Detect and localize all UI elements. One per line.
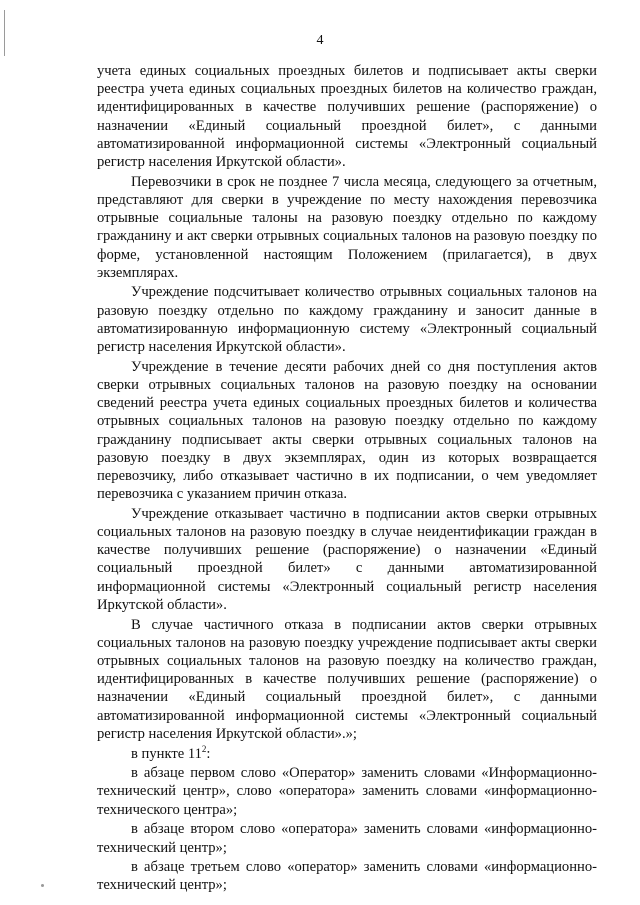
clause-prefix: в пункте 11 [131, 745, 202, 762]
paragraph-continuation: учета единых социальных проездных билетов и подписывает акты сверки реестра учета единых социальных проездных билетов на количество граждан, идентифицированных в качестве получивших решение (распоряжение) о назначении «Единый социальный проездной билет», с данными автоматизированной информационной системы «Электронный социальный регистр населения Иркутской области». [97, 63, 597, 171]
amendment-item: в абзаце третьем слово «оператор» заменить словами «информационно-технический центр»; [97, 859, 597, 894]
clause-suffix: : [206, 745, 211, 762]
page-number: 4 [316, 33, 324, 48]
paragraph-partial-refusal-case: В случае частичного отказа в подписании актов сверки отрывных социальных талонов на разовую поездку учреждение подписывает акты сверки отрывных социальных талонов на разовую поездку на количество граждан, идентифицированных в качестве получивших решение (распоряжение) о назначении «Единый социальный проездной билет», с данными автоматизированной информационной системы «Электронный социальный регистр населения Иркутской области».»; [97, 616, 597, 742]
clause-superscript: 2 [201, 743, 207, 754]
amendment-item: в абзаце первом слово «Оператор» заменить словами «Информационно-технический центр», слово «оператора» заменить словами «информационно-технического центра»; [97, 765, 597, 818]
scan-dot-mark [41, 884, 44, 887]
paragraph-partial-refusal: Учреждение отказывает частично в подписании актов сверки отрывных социальных талонов на разовую поездку в случае неидентификации граждан в качестве получивших решение (распоряжение) о назначении «Единый социальный проездной билет» с данными автоматизированной информационной системы «Электронный социальный регистр населения Иркутской области». [97, 505, 597, 613]
paragraph-signing: Учреждение в течение десяти рабочих дней со дня поступления актов сверки отрывных социальных талонов на разовую поездку на основании сведений реестра учета единых социальных проездных билетов и количества отрывных социальных талонов на разовую поездку отдельно по каждому гражданину подписывает акты сверки отрывных социальных талонов на разовую поездку в двух экземплярах, один из которых возвращается перевозчику, либо отказывает частично в их подписании, о чем уведомляет перевозчика с указанием причин отказа. [97, 358, 597, 503]
amendment-item: в абзаце втором слово «оператора» заменить словами «информационно-технический центр»; [97, 821, 597, 856]
document-body [97, 62, 597, 896]
paragraph-carriers: Перевозчики в срок не позднее 7 числа месяца, следующего за отчетным, представляют для сверки в учреждение по месту нахождения перевозчика отрывные социальные талоны на разовую поездку отдельно по каждому гражданину и акт сверки отрывных социальных талонов на разовую поездку по форме, установленной настоящим Положением (прилагается), в двух экземплярах. [97, 173, 597, 281]
clause-heading [97, 745, 597, 763]
paragraph-counting: Учреждение подсчитывает количество отрывных социальных талонов на разовую поездку отдельно по каждому гражданину и заносит данные в автоматизированную информационную систему «Электронный социальный регистр населения Иркутской области». [97, 284, 597, 356]
